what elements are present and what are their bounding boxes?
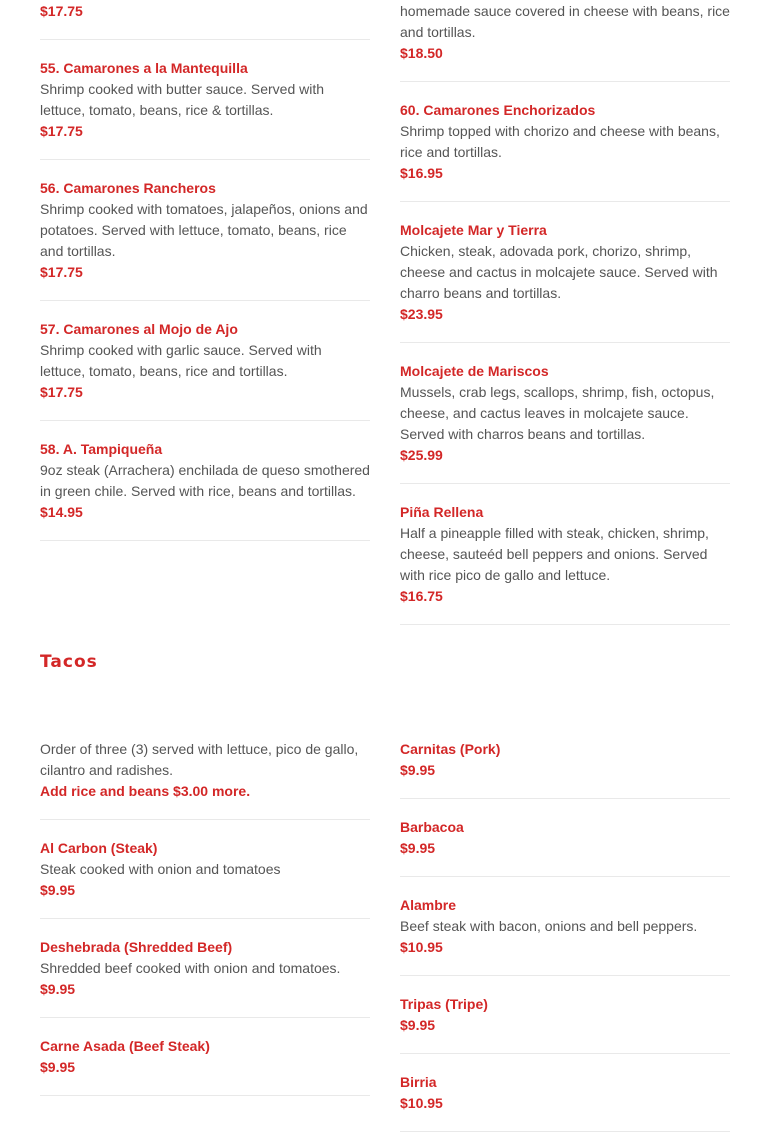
menu-item bbox=[400, 484, 730, 625]
item-price: $14.95 bbox=[40, 504, 83, 520]
item-name: Alambre bbox=[400, 897, 457, 913]
item-price: $9.95 bbox=[40, 882, 76, 898]
tacos-intro bbox=[40, 739, 370, 820]
menu-column-right-tacos bbox=[400, 739, 730, 1132]
item-name: Barbacoa bbox=[400, 819, 464, 835]
menu-item bbox=[40, 421, 370, 541]
item-description: Shrimp topped with chorizo and cheese with beans, rice and tortillas. bbox=[400, 123, 720, 160]
menu-item bbox=[40, 919, 370, 1018]
menu-item bbox=[400, 799, 730, 877]
item-name: Al Carbon (Steak) bbox=[40, 840, 158, 856]
item-price: $17.75 bbox=[40, 264, 83, 280]
item-description: homemade sauce covered in cheese with beans, rice and tortillas. bbox=[400, 3, 730, 40]
menu-item bbox=[400, 343, 730, 484]
item-description: Half a pineapple filled with steak, chicken, shrimp, cheese, sauteéd bell peppers and onions. Served with rice pico de gallo and lettuce. bbox=[400, 525, 709, 583]
menu-item bbox=[40, 160, 370, 301]
item-name: 60. Camarones Enchorizados bbox=[400, 102, 596, 118]
item-name: 57. Camarones al Mojo de Ajo bbox=[40, 321, 238, 337]
item-name: 55. Camarones a la Mantequilla bbox=[40, 60, 248, 76]
item-price: $9.95 bbox=[400, 840, 436, 856]
menu-item bbox=[400, 739, 730, 799]
item-description: Shrimp cooked with garlic sauce. Served with lettuce, tomato, beans, rice and tortillas. bbox=[40, 342, 322, 379]
menu-column-left-top bbox=[40, 1, 370, 541]
menu-item bbox=[40, 40, 370, 160]
item-price: $9.95 bbox=[400, 762, 436, 778]
item-description: Shrimp cooked with butter sauce. Served with lettuce, tomato, beans, rice & tortillas. bbox=[40, 81, 325, 118]
item-name: Carnitas (Pork) bbox=[400, 741, 501, 757]
item-name: Carne Asada (Beef Steak) bbox=[40, 1038, 210, 1054]
item-price: $18.50 bbox=[400, 45, 443, 61]
item-price: $9.95 bbox=[400, 1017, 436, 1033]
item-description: Chicken, steak, adovada pork, chorizo, shrimp, cheese and cactus in molcajete sauce. Served with charro beans and tortillas. bbox=[400, 243, 718, 301]
menu-item bbox=[400, 202, 730, 343]
menu-column-left-tacos bbox=[40, 739, 370, 1096]
item-name: Molcajete de Mariscos bbox=[400, 363, 549, 379]
item-price: $17.75 bbox=[40, 123, 83, 139]
item-price: $16.75 bbox=[400, 588, 443, 604]
item-description: Mussels, crab legs, scallops, shrimp, fish, octopus, cheese, and cactus leaves in molcajete sauce. Served with charros beans and tortillas. bbox=[400, 384, 715, 442]
item-price: $9.95 bbox=[40, 1059, 76, 1075]
menu-item bbox=[40, 1018, 370, 1096]
item-description: Shredded beef cooked with onion and tomatoes. bbox=[40, 960, 341, 976]
item-price: $23.95 bbox=[400, 306, 443, 322]
menu-item bbox=[400, 877, 730, 976]
item-price: $9.95 bbox=[40, 981, 76, 997]
item-price: $16.95 bbox=[400, 165, 443, 181]
item-name: Deshebrada (Shredded Beef) bbox=[40, 939, 233, 955]
item-description: 9oz steak (Arrachera) enchilada de queso smothered in green chile. Served with rice, beans and tortillas. bbox=[40, 462, 370, 499]
item-name: 56. Camarones Rancheros bbox=[40, 180, 216, 196]
item-price: $17.75 bbox=[40, 384, 83, 400]
item-description: Shrimp cooked with tomatoes, jalapeños, onions and potatoes. Served with lettuce, tomato, beans, rice and tortillas. bbox=[40, 201, 368, 259]
item-name: Molcajete Mar y Tierra bbox=[400, 222, 547, 238]
menu-item bbox=[40, 1, 370, 40]
menu-item bbox=[400, 1054, 730, 1132]
tacos-intro-text: Order of three (3) served with lettuce, pico de gallo, cilantro and radishes. bbox=[40, 741, 359, 778]
item-price: $10.95 bbox=[400, 939, 443, 955]
item-name: Birria bbox=[400, 1074, 437, 1090]
menu-item bbox=[400, 1, 730, 82]
menu-item bbox=[400, 82, 730, 202]
menu-item bbox=[40, 301, 370, 421]
item-name: Tripas (Tripe) bbox=[400, 996, 488, 1012]
item-price: $10.95 bbox=[400, 1095, 443, 1111]
add-rice-beans-note: Add rice and beans $3.00 more. bbox=[40, 783, 251, 799]
menu-item bbox=[40, 820, 370, 919]
item-price: $17.75 bbox=[40, 3, 83, 19]
item-description: Steak cooked with onion and tomatoes bbox=[40, 861, 281, 877]
item-description: Beef steak with bacon, onions and bell peppers. bbox=[400, 918, 698, 934]
section-title-tacos: Tacos bbox=[40, 652, 98, 672]
item-name: Piña Rellena bbox=[400, 504, 484, 520]
item-price: $25.99 bbox=[400, 447, 443, 463]
menu-item bbox=[400, 976, 730, 1054]
menu-column-right-top bbox=[400, 1, 730, 625]
item-name: 58. A. Tampiqueña bbox=[40, 441, 163, 457]
